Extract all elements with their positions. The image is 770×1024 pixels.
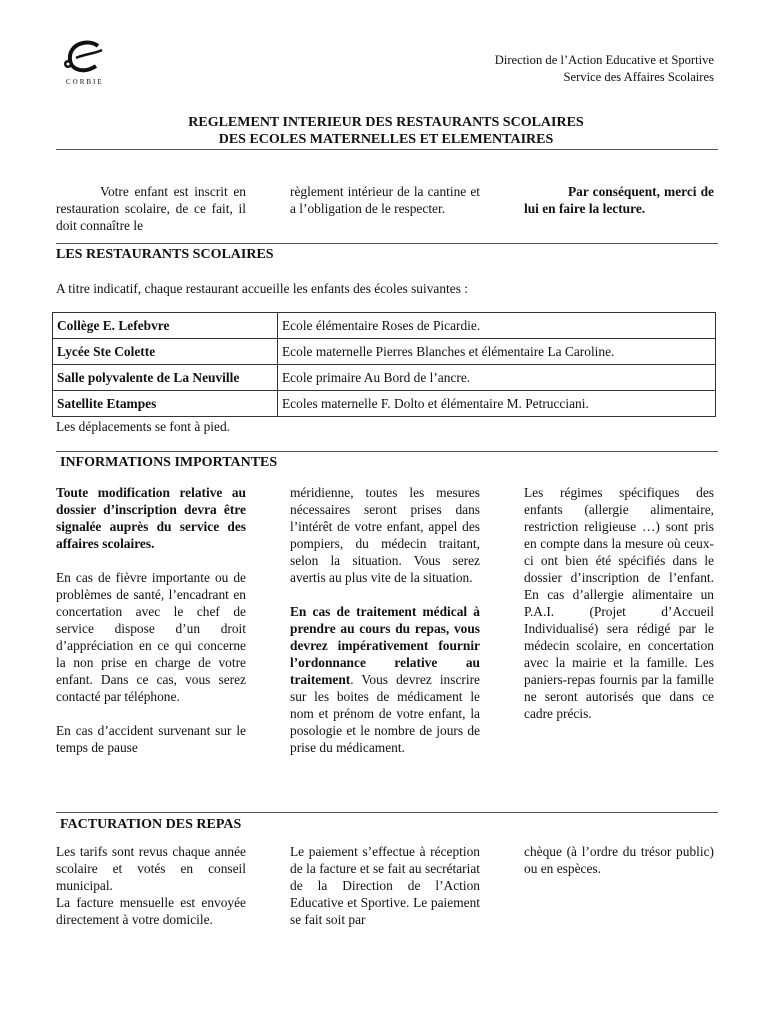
facturation-col-2: Le paiement s’effectue à réception de la facture et se fait au secrétariat de la Direction de l’Action Educative et Sportive. Le paiement se fait soit par <box>290 844 480 927</box>
restaurants-heading: LES RESTAURANTS SCOLAIRES <box>56 247 274 262</box>
restaurant-cell: Lycée Ste Colette <box>53 339 278 365</box>
department-line: Direction de l’Action Educative et Sportive <box>494 53 714 67</box>
notice-treatment-bold: En cas de traitement médical à prendre au cours du repas, vous devrez impérativement fournir l’ordonnance relative au traitement <box>290 604 480 687</box>
schools-cell: Ecole primaire Au Bord de l’ancre. <box>278 365 716 391</box>
informations-col-1 <box>56 484 246 756</box>
department-header <box>495 52 714 86</box>
table-row <box>53 313 716 339</box>
service-line: Service des Affaires Scolaires <box>563 70 714 84</box>
document-title <box>56 114 716 148</box>
section-rule-informations <box>56 451 718 452</box>
notice-fever: En cas de fièvre importante ou de problèmes de santé, l’encadrant en concertation avec le chef de service dispose d’un droit d’appréciation en ce qui concerne la non prise en charge de votre enfant. Dans ce cas, vous serez contacté par téléphone. <box>56 570 246 704</box>
notice-treatment <box>290 603 480 756</box>
facturation-col-3: chèque (à l’ordre du trésor public) ou en espèces. <box>524 844 714 876</box>
title-line-2: DES ECOLES MATERNELLES ET ELEMENTAIRES <box>218 132 554 147</box>
title-rule <box>56 149 718 150</box>
informations-col-3: Les régimes spécifiques des enfants (allergie alimentaire, restriction religieuse …) sont pris en compte dans la mesure où ceux-ci ont bien été spécifiés dans le dossier d’inscription de l’enfant. En cas d’allergie alimentaire un P.A.I. (Projet d’Accueil Individualisé) sera rédigé par le médecin scolaire, en concertation avec la mairie et la famille. Les paniers-repas fournis par la famille ne seront autorisés que dans ce cadre précis. <box>524 485 714 721</box>
section-rule-facturation <box>56 812 718 813</box>
informations-heading: INFORMATIONS IMPORTANTES <box>60 455 278 470</box>
facturation-heading: FACTURATION DES REPAS <box>60 817 242 832</box>
table-row <box>53 339 716 365</box>
restaurant-cell: Satellite Etampes <box>53 391 278 417</box>
facturation-col-1 <box>56 843 246 928</box>
intro-col-2: règlement intérieur de la cantine et a l’obligation de le respecter. <box>290 184 480 216</box>
schools-cell: Ecole élémentaire Roses de Picardie. <box>278 313 716 339</box>
notice-accident: En cas d’accident survenant sur le temps de pause <box>56 723 246 755</box>
notice-modification: Toute modification relative au dossier d’inscription devra être signalée auprès du service des affaires scolaires. <box>56 485 246 551</box>
title-line-1: REGLEMENT INTERIEUR DES RESTAURANTS SCOLAIRES <box>188 115 584 130</box>
intro-col-3: Par conséquent, merci de lui en faire la lecture. <box>524 184 714 216</box>
intro-col-1: Votre enfant est inscrit en restauration scolaire, de ce fait, il doit connaître le <box>56 184 246 233</box>
table-row <box>53 391 716 417</box>
notice-accident-cont: méridienne, toutes les mesures nécessaires seront prises dans l’intérêt de votre enfant, appel des pompiers, du médecin traitant, selon la situation. Vous serez avertis au plus vite de la situation. <box>290 485 480 585</box>
table-row <box>53 365 716 391</box>
restaurants-table-wrap <box>52 312 716 417</box>
restaurants-table <box>52 312 716 417</box>
restaurants-footer: Les déplacements se font à pied. <box>56 419 231 434</box>
facturation-facture: La facture mensuelle est envoyée directement à votre domicile. <box>56 895 246 927</box>
facturation-tarifs: Les tarifs sont revus chaque année scolaire et votés en conseil municipal. <box>56 844 246 893</box>
restaurant-cell: Salle polyvalente de La Neuville <box>53 365 278 391</box>
restaurant-cell: Collège E. Lefebvre <box>53 313 278 339</box>
section-rule-restaurants <box>56 243 718 244</box>
logo-text: CORBIE <box>66 78 104 86</box>
restaurants-intro: A titre indicatif, chaque restaurant accueille les enfants des écoles suivantes : <box>56 281 468 296</box>
schools-cell: Ecoles maternelle F. Dolto et élémentaire M. Petrucciani. <box>278 391 716 417</box>
informations-col-2 <box>290 484 480 756</box>
schools-cell: Ecole maternelle Pierres Blanches et élémentaire La Caroline. <box>278 339 716 365</box>
notice-treatment-rest: . Vous devrez inscrire sur les boites de médicament le nom et prénom de votre enfant, la posologie et le nombre de jours de prise du médicament. <box>290 672 480 755</box>
